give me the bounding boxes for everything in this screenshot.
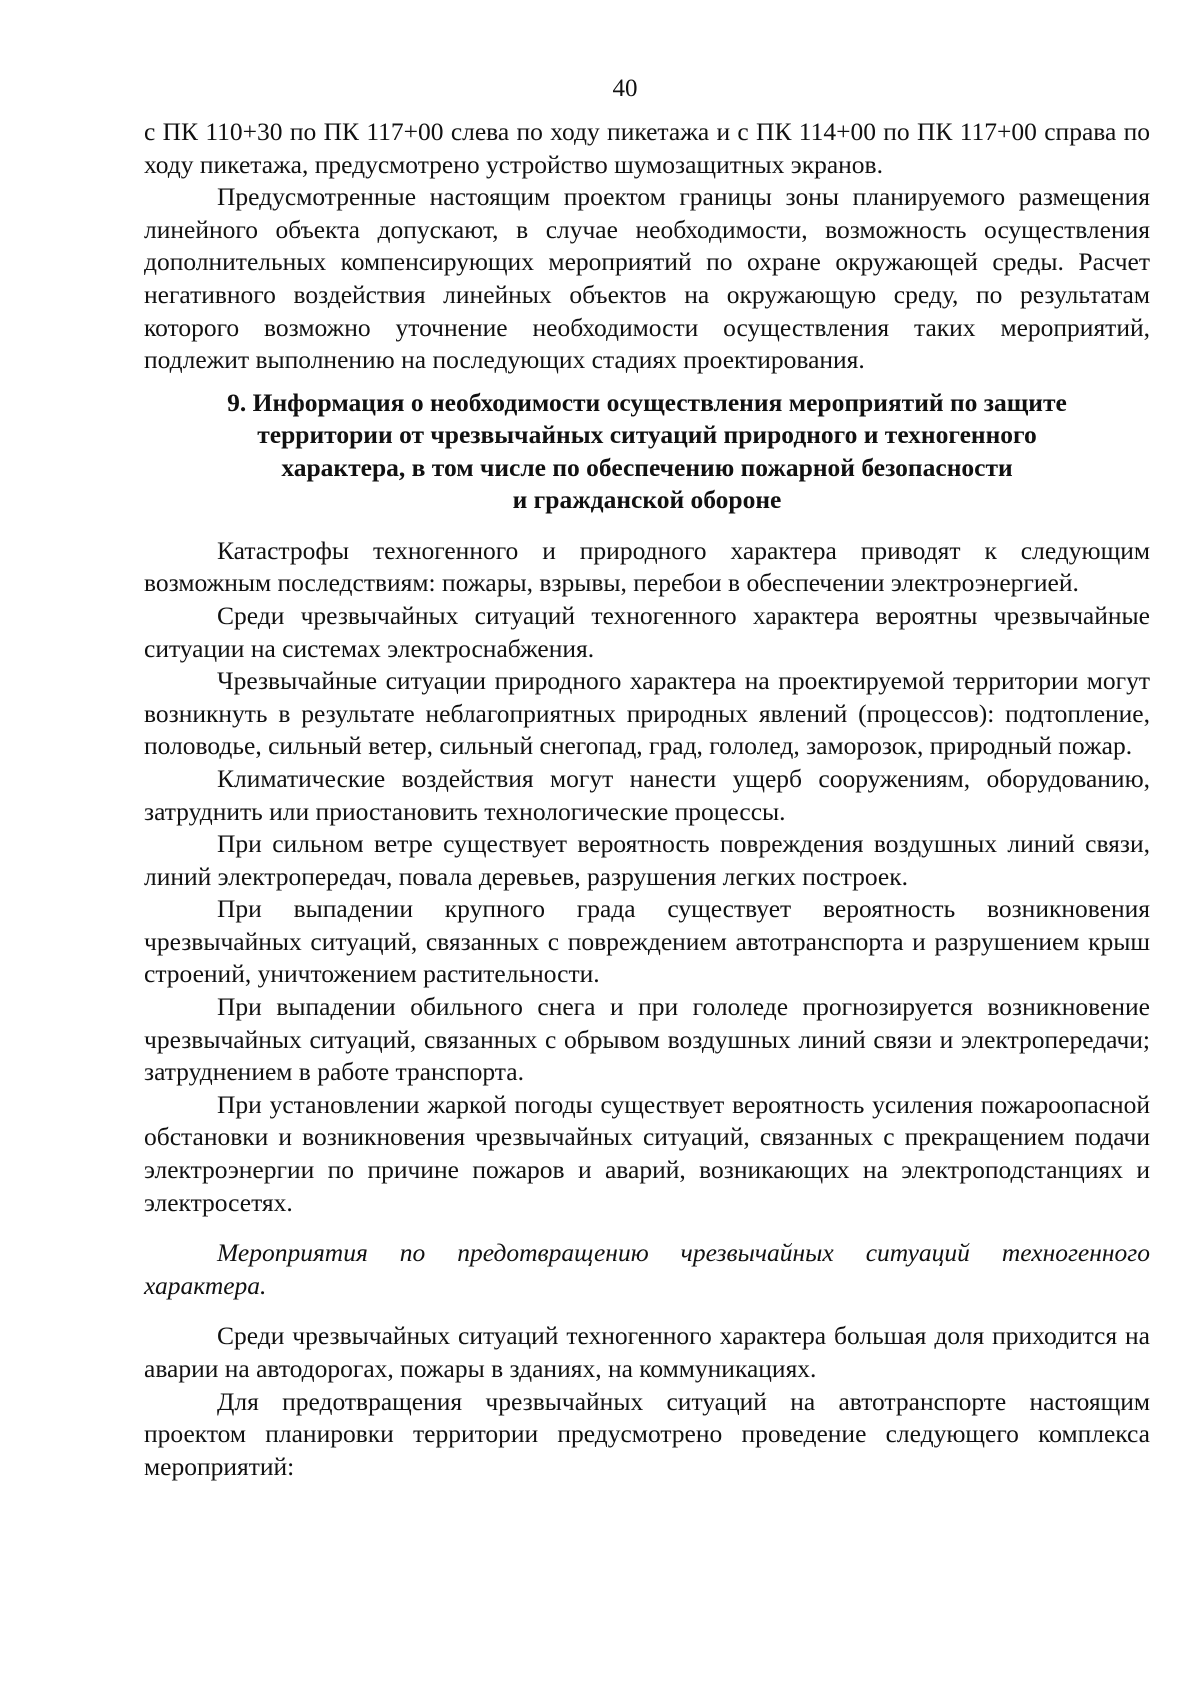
section-heading [144, 387, 1150, 517]
paragraph: Для предотвращения чрезвычайных ситуаций на автотранспорте настоящим проектом планировки территории предусмотрено проведение следующего комплекса мероприятий: [144, 1386, 1150, 1481]
paragraph: Предусмотренные настоящим проектом границы зоны планируемого размещения линейного объекта допускают, в случае необходимости, возможность осуществления дополнительных компенсирующих мероприятий по охране окружающей среды. Расчет негативного воздействия линейных объектов на окружающую среду, по результатам которого возможно уточнение необходимости осуществления таких мероприятий, подлежит выполнению на последующих стадиях проектирования. [144, 182, 1150, 375]
paragraph: Чрезвычайные ситуации природного характера на проектируемой территории могут возникнуть в результате неблагоприятных природных явлений (процессов): подтопление, половодье, сильный ветер, сильный снегопад, град, гололед, заморозок, природный пожар. [144, 666, 1150, 761]
section-heading-line: 9. Информация о необходимости осуществления мероприятий по защите [227, 387, 1067, 417]
paragraph: При установлении жаркой погоды существует вероятность усиления пожароопасной обстановки и возникновения чрезвычайных ситуаций, связанных с прекращением подачи электроэнергии по причине пожаров и аварий, возникающих на электроподстанциях и электросетях. [144, 1089, 1150, 1217]
paragraph: При выпадении крупного града существует вероятность возникновения чрезвычайных ситуаций, связанных с повреждением автотранспорта и разрушением крыш строений, уничтожением растительности. [144, 894, 1150, 989]
paragraph: Климатические воздействия могут нанести ущерб сооружениям, оборудованию, затруднить или приостановить технологические процессы. [144, 763, 1150, 826]
paragraph: Среди чрезвычайных ситуаций техногенного характера вероятны чрезвычайные ситуации на системах электроснабжения. [144, 600, 1150, 663]
italic-subheading: Мероприятия по предотвращению чрезвычайных ситуаций техногенного характера. [144, 1238, 1150, 1300]
section-heading-line: характера, в том числе по обеспечению пожарной безопасности [281, 452, 1013, 482]
document-body [144, 116, 1150, 1483]
paragraph: При выпадении обильного снега и при гололеде прогнозируется возникновение чрезвычайных ситуаций, связанных с обрывом воздушных линий связи и электропередачи; затруднением в работе транспорта. [144, 992, 1150, 1087]
page-number: 40 [612, 75, 638, 102]
paragraph: Катастрофы техногенного и природного характера приводят к следующим возможным последствиям: пожары, взрывы, перебои в обеспечении электроэнергией. [144, 535, 1150, 598]
section-heading-line: и гражданской обороне [512, 485, 782, 515]
section-heading-line: территории от чрезвычайных ситуаций природного и техногенного [257, 420, 1037, 450]
paragraph-continuation: с ПК 110+30 по ПК 117+00 слева по ходу пикетажа и с ПК 114+00 по ПК 117+00 справа по ходу пикетажа, предусмотрено устройство шумозащитных экранов. [144, 117, 1150, 179]
paragraph: Среди чрезвычайных ситуаций техногенного характера большая доля приходится на аварии на автодорогах, пожары в зданиях, на коммуникациях. [144, 1321, 1150, 1383]
paragraph: При сильном ветре существует вероятность повреждения воздушных линий связи, линий электропередач, повала деревьев, разрушения легких построек. [144, 829, 1150, 891]
